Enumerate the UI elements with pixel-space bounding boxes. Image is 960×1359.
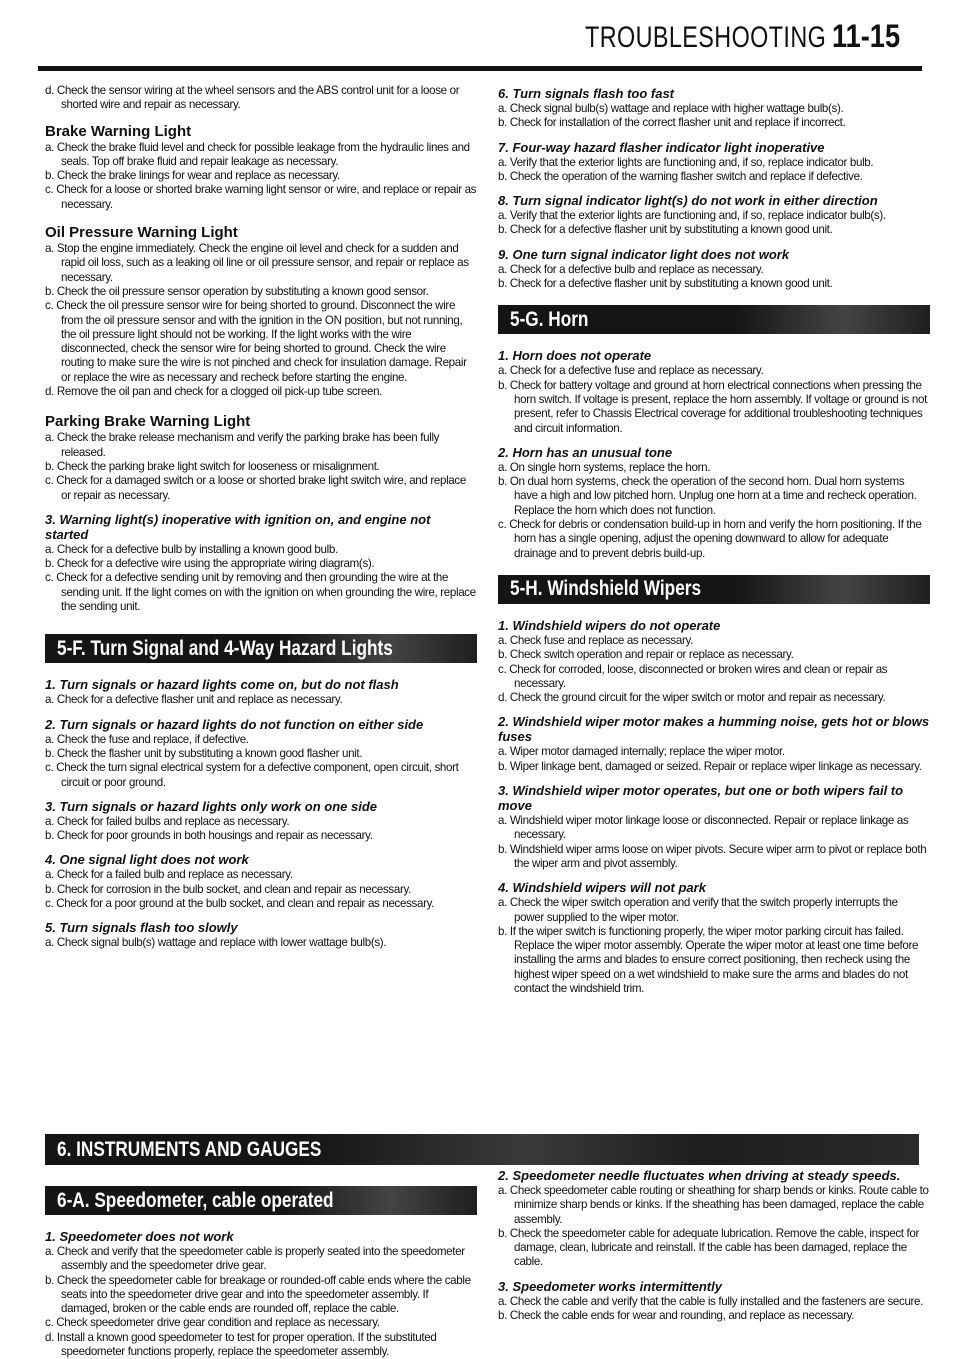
left-column bbox=[45, 84, 477, 951]
ts9-heading: 9. One turn signal indicator light does not work bbox=[498, 246, 790, 262]
list-item: c. Check for a damaged switch or a loose or shorted brake light switch wire, and replace or repair as necessary. bbox=[45, 474, 466, 502]
list-item: b. Check for battery voltage and ground at horn electrical connections when pressing the horn switch. If voltage is present, replace the horn assembly. If voltage or ground is not present, refer to Chassis Electrical coverage for additional troubleshooting techniques and circuit information. bbox=[498, 378, 927, 435]
s2-items bbox=[498, 1184, 930, 1270]
header-title: TROUBLESHOOTING bbox=[584, 21, 826, 54]
page-header bbox=[517, 18, 912, 58]
brake-warning-heading: Brake Warning Light bbox=[45, 122, 192, 140]
list-item: a. Check for failed bulbs and replace as necessary. bbox=[45, 814, 290, 828]
list-item: b. Check the brake linings for wear and replace as necessary. bbox=[45, 169, 340, 183]
list-item: d. Remove the oil pan and check for a clogged oil pick-up tube screen. bbox=[45, 385, 383, 399]
warning-ignition-heading: 3. Warning light(s) inoperative with ignition on, and engine not started bbox=[45, 511, 431, 542]
list-item: c. Check for a loose or shorted brake warning light sensor or wire, and replace or repair as necessary. bbox=[45, 183, 477, 211]
list-item: c. Check the oil pressure sensor wire for being shorted to ground. Disconnect the wire from the oil pressure sensor and with the ignition in the ON position, but not running, the oil pressure light should not be working. If the light works with the wire disconnected, check the sensor wire for being shorted to ground. Check the wire routing to make sure the wire is not pinched and check for insulation damage. Repair or replace the wire as necessary and recheck before starting the engine. bbox=[45, 299, 467, 384]
list-item: a. Wiper motor damaged internally; replace the wiper motor. bbox=[498, 745, 785, 759]
horn1-heading: 1. Horn does not operate bbox=[498, 348, 652, 364]
list-item: b. Windshield wiper arms loose on wiper pivots. Secure wiper arm to pivot or replace both the wiper arm and pivot assembly. bbox=[498, 842, 927, 870]
parking-brake-items bbox=[45, 431, 477, 502]
ts6-heading: 6. Turn signals flash too fast bbox=[498, 86, 675, 101]
list-item: c. Check speedometer drive gear condition and replace as necessary. bbox=[45, 1316, 380, 1330]
w4-items bbox=[498, 896, 930, 996]
ts3-heading: 3. Turn signals or hazard lights only work on one side bbox=[45, 798, 378, 814]
w1-heading: 1. Windshield wipers do not operate bbox=[498, 617, 721, 633]
ts7-heading: 7. Four-way hazard flasher indicator light inoperative bbox=[498, 139, 825, 155]
s2-heading: 2. Speedometer needle fluctuates when driving at steady speeds. bbox=[498, 1168, 901, 1183]
w2-items bbox=[498, 745, 930, 774]
list-item: b. Check for a defective flasher unit by substituting a known good unit. bbox=[498, 223, 833, 237]
s1-heading: 1. Speedometer does not work bbox=[45, 1229, 234, 1244]
list-item: b. Check for installation of the correct flasher unit and replace if incorrect. bbox=[498, 116, 846, 130]
list-item: a. Check for a defective fuse and replace as necessary. bbox=[498, 364, 764, 378]
list-item: b. On dual horn systems, check the operation of the second horn. Dual horn systems have a high and low pitched horn. Unplug one horn at a time and recheck operation. Replace the horn which does not function. bbox=[498, 475, 917, 517]
ts2-items bbox=[45, 733, 477, 790]
speedo-banner-text: 6-A. Speedometer, cable operated bbox=[57, 1188, 334, 1212]
list-item: a. Check for a defective bulb by installing a known good bulb. bbox=[45, 542, 338, 556]
warning-ignition-items bbox=[45, 543, 477, 614]
horn2-items bbox=[498, 461, 930, 561]
page-number: 11-15 bbox=[831, 18, 900, 54]
list-item: a. Stop the engine immediately. Check the engine oil level and check for a sudden and rapid oil loss, such as a leaking oil line or oil pressure sensor, and repair or replace as necessary. bbox=[45, 242, 469, 284]
list-item: a. Check for a defective bulb and replace as necessary. bbox=[498, 262, 764, 276]
header-rule bbox=[38, 66, 922, 71]
list-item: a. Verify that the exterior lights are functioning and, if so, replace indicator bulb. bbox=[498, 155, 874, 169]
ts4-items bbox=[45, 868, 477, 911]
horn2-heading: 2. Horn has an unusual tone bbox=[498, 444, 673, 460]
list-item: a. Check and verify that the speedometer cable is properly seated into the speedometer assembly and the speedometer drive gear. bbox=[45, 1245, 465, 1273]
list-item: a. Check the wiper switch operation and verify that the switch properly interrupts the power supplied to the wiper motor. bbox=[498, 896, 898, 924]
horn1-items bbox=[498, 364, 930, 435]
w1-items bbox=[498, 634, 930, 705]
w2-heading: 2. Windshield wiper motor makes a humming noise, gets hot or blows fuses bbox=[498, 714, 930, 745]
list-item: b. Check the oil pressure sensor operation by substituting a known good sensor. bbox=[45, 284, 429, 298]
abs-sensor-block bbox=[45, 84, 477, 113]
wiper-banner-text: 5-H. Windshield Wipers bbox=[510, 577, 702, 601]
list-item: b. Check the parking brake light switch for looseness or misalignment. bbox=[45, 459, 380, 473]
oil-pressure-heading: Oil Pressure Warning Light bbox=[45, 224, 238, 242]
turn-signal-banner-text: 5-F. Turn Signal and 4-Way Hazard Lights bbox=[57, 636, 393, 660]
s3-items bbox=[498, 1295, 930, 1324]
list-item: d. Install a known good speedometer to test for proper operation. If the substituted speedometer functions properly, replace the speedometer assembly. bbox=[45, 1330, 437, 1359]
ts6-items bbox=[498, 102, 930, 131]
ts1-heading: 1. Turn signals or hazard lights come on, but do not flash bbox=[45, 677, 399, 693]
list-item: b. Check the speedometer cable for adequate lubrication. Remove the cable, inspect for damage, clean, lubricate and reinstall. If the cable has been damaged, replace the cable. bbox=[498, 1226, 920, 1269]
list-item: c. Check for debris or condensation build-up in horn and verify the horn positioning. If the horn has a single opening, adjust the opening downward to allow for adequate drainage and to prevent debris build-up. bbox=[498, 518, 922, 560]
instruments-banner bbox=[45, 1134, 919, 1165]
w4-heading: 4. Windshield wipers will not park bbox=[498, 880, 706, 896]
list-item: c. Check the turn signal electrical system for a defective component, open circuit, short circuit or poor ground. bbox=[45, 761, 459, 789]
wiper-banner bbox=[498, 575, 930, 604]
list-item: b. Check for a defective wire using the appropriate wiring diagram(s). bbox=[45, 557, 375, 571]
list-item: a. Check the cable and verify that the cable is fully installed and the fasteners are secure. bbox=[498, 1294, 924, 1308]
list-item: d. Check the ground circuit for the wiper switch or motor and repair as necessary. bbox=[498, 691, 886, 705]
horn-banner-text: 5-G. Horn bbox=[510, 307, 589, 331]
ts2-heading: 2. Turn signals or hazard lights do not function on either side bbox=[45, 716, 424, 732]
list-item: b. Check the cable ends for wear and rounding, and replace as necessary. bbox=[498, 1309, 855, 1323]
oil-pressure-items bbox=[45, 242, 477, 399]
list-item: b. Check switch operation and repair or replace as necessary. bbox=[498, 648, 794, 662]
w3-items bbox=[498, 814, 930, 871]
s3-heading: 3. Speedometer works intermittently bbox=[498, 1278, 722, 1294]
ts3-items bbox=[45, 815, 477, 844]
list-item: b. Check the flasher unit by substituting a known good flasher unit. bbox=[45, 746, 363, 760]
brake-warning-items bbox=[45, 141, 477, 212]
list-item: a. Check signal bulb(s) wattage and replace with lower wattage bulb(s). bbox=[45, 936, 387, 950]
list-item: a. Check the brake release mechanism and verify the parking brake has been fully released. bbox=[45, 431, 440, 459]
ts1-items bbox=[45, 693, 477, 707]
list-item: b. Check for corrosion in the bulb socket, and clean and repair as necessary. bbox=[45, 882, 411, 896]
list-item: c. Check for a defective sending unit by removing and then grounding the wire at the sending unit. If the light comes on with the ignition on when grounding the wire, replace the sending unit. bbox=[45, 571, 476, 614]
instruments-banner-text: 6. INSTRUMENTS AND GAUGES bbox=[57, 1137, 322, 1161]
turn-signal-banner bbox=[45, 634, 477, 663]
horn-banner bbox=[498, 305, 930, 334]
list-item: a. Check for a defective flasher unit and replace as necessary. bbox=[45, 693, 343, 707]
list-item: a. Check the brake fluid level and check for possible leakage from the hydraulic lines and seals. Top off brake fluid and repair leakage as necessary. bbox=[45, 140, 470, 168]
list-item: a. Check fuse and replace as necessary. bbox=[498, 633, 693, 647]
right-column bbox=[498, 84, 930, 996]
list-item: a. Verify that the exterior lights are functioning and, if so, replace indicator bulb(s). bbox=[498, 209, 886, 223]
bottom-right-column bbox=[498, 1164, 930, 1323]
list-item: a. Check for a failed bulb and replace as necessary. bbox=[45, 868, 293, 882]
list-item: b. Check the operation of the warning flasher switch and replace if defective. bbox=[498, 169, 863, 183]
speedo-banner bbox=[45, 1186, 477, 1215]
list-item: b. Check the speedometer cable for breakage or rounded-off cable ends where the cable seats into the speedometer drive gear and into the speedometer assembly. If damaged, broken or the cable ends are rounded off, replace the cable. bbox=[45, 1273, 471, 1316]
ts9-items bbox=[498, 263, 930, 292]
ts5-items bbox=[45, 936, 477, 950]
list-item: a. Check the fuse and replace, if defective. bbox=[45, 732, 249, 746]
w3-heading: 3. Windshield wiper motor operates, but one or both wipers fail to move bbox=[498, 783, 904, 814]
list-item: b. If the wiper switch is functioning properly, the wiper motor parking circuit has failed. Replace the wiper motor assembly. Operate the wiper motor at least one time before installing the arms and blades to ensure correct positioning, then recheck using the highest wiper speed on a wet windshield to make sure the arms and blades do not contact the windshield trim. bbox=[498, 924, 919, 995]
ts5-heading: 5. Turn signals flash too slowly bbox=[45, 920, 238, 936]
ts7-items bbox=[498, 156, 930, 185]
bottom-left-column bbox=[45, 1186, 477, 1359]
list-item: c. Check for a poor ground at the bulb socket, and clean and repair as necessary. bbox=[45, 896, 435, 910]
list-item: c. Check for corroded, loose, disconnected or broken wires and clean or repair as necessary. bbox=[498, 662, 888, 690]
list-item: a. Windshield wiper motor linkage loose or disconnected. Repair or replace linkage as necessary. bbox=[498, 814, 909, 842]
list-item: d. Check the sensor wiring at the wheel sensors and the ABS control unit for a loose or shorted wire and repair as necessary. bbox=[45, 84, 460, 112]
list-item: b. Wiper linkage bent, damaged or seized. Repair or replace wiper linkage as necessary. bbox=[498, 759, 922, 773]
list-item: b. Check for poor grounds in both housings and repair as necessary. bbox=[45, 829, 373, 843]
parking-brake-heading: Parking Brake Warning Light bbox=[45, 413, 251, 431]
s1-items bbox=[45, 1245, 477, 1359]
ts8-items bbox=[498, 209, 930, 238]
list-item: b. Check for a defective flasher unit by substituting a known good unit. bbox=[498, 277, 833, 291]
ts4-heading: 4. One signal light does not work bbox=[45, 852, 249, 868]
list-item: a. Check signal bulb(s) wattage and replace with higher wattage bulb(s). bbox=[498, 102, 844, 115]
ts8-heading: 8. Turn signal indicator light(s) do not work in either direction bbox=[498, 193, 878, 209]
list-item: a. On single horn systems, replace the horn. bbox=[498, 460, 711, 474]
list-item: a. Check speedometer cable routing or sheathing for sharp bends or kinks. Route cable to minimize sharp bends or kinks. If the sheathing has been damaged, replace the cable assembly. bbox=[498, 1184, 929, 1226]
